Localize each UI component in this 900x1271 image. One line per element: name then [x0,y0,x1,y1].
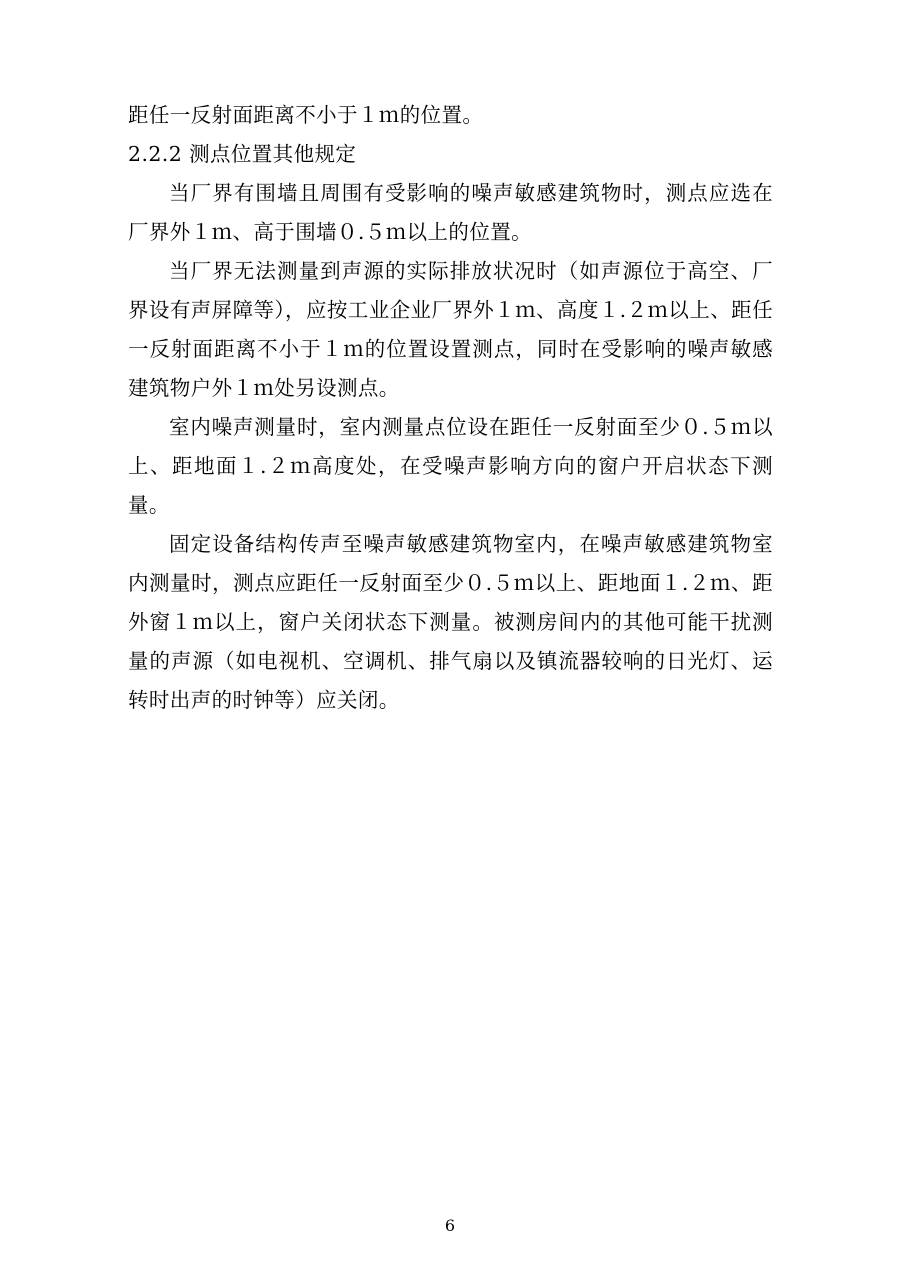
section-heading: 2.2.2 测点位置其他规定 [128,142,357,166]
page-number: 6 [444,1216,456,1235]
document-body [128,96,773,720]
paragraph-continuation: 距任一反射面距离不小于１ｍ的位置。 [128,103,484,127]
paragraph-2: 当厂界无法测量到声源的实际排放状况时（如声源位于高空、厂界设有声屏障等），应按工业企业厂界外１ｍ、高度１.２ｍ以上、距任一反射面距离不小于１ｍ的位置设置测点，同时在受影响的噪声敏感建筑物户外１ｍ处另设测点。 [128,259,773,400]
paragraph-4: 固定设备结构传声至噪声敏感建筑物室内，在噪声敏感建筑物室内测量时，测点应距任一反射面至少０.５ｍ以上、距地面１.２ｍ、距外窗１ｍ以上，窗户关闭状态下测量。被测房间内的其他可能干扰测量的声源（如电视机、空调机、排气扇以及镇流器较响的日光灯、运转时出声的时钟等）应关闭。 [128,532,773,712]
paragraph-3: 室内噪声测量时，室内测量点位设在距任一反射面至少０.５ｍ以上、距地面１.２ｍ高度处，在受噪声影响方向的窗户开启状态下测量。 [128,415,773,517]
paragraph-1: 当厂界有围墙且周围有受影响的噪声敏感建筑物时，测点应选在厂界外１ｍ、高于围墙０.５ｍ以上的位置。 [128,181,773,244]
